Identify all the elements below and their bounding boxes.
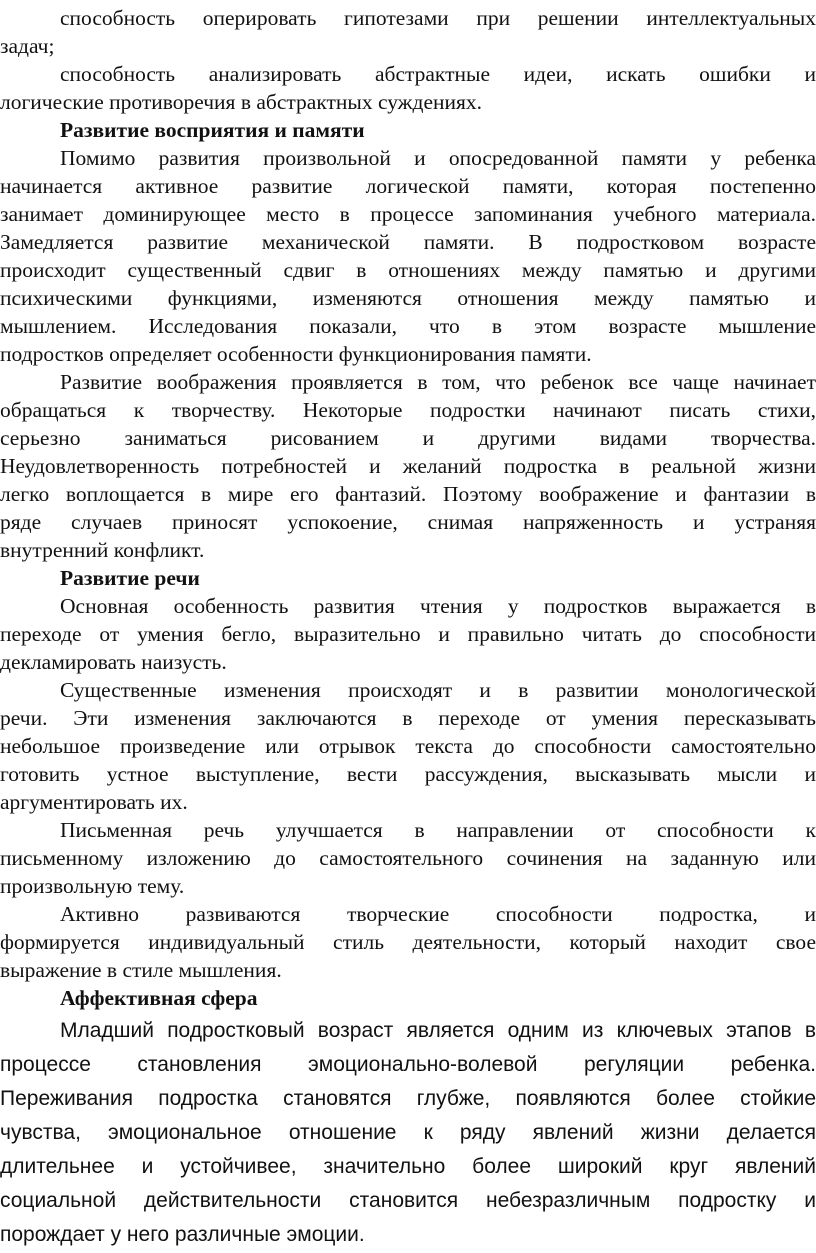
- text-line: Переживания подростка становятся глубже, появляются более стойкие: [0, 1087, 816, 1110]
- section-heading: Развитие речи: [60, 566, 200, 590]
- text-line: обращаться к творчеству. Некоторые подростки начинают писать стихи,: [0, 398, 816, 422]
- text-line: способность анализировать абстрактные идеи, искать ошибки и: [60, 62, 816, 86]
- text-line: социальной действительности становится небезразличным подростку и: [0, 1189, 816, 1212]
- text-line: происходит существенный сдвиг в отношениях между памятью и другими: [0, 258, 816, 282]
- text-line: мышлением. Исследования показали, что в этом возрасте мышление: [0, 314, 816, 338]
- text-line: декламировать наизусть.: [0, 650, 227, 674]
- text-line: Письменная речь улучшается в направлении от способности к: [60, 818, 816, 842]
- text-line: психическими функциями, изменяются отношения между памятью и: [0, 286, 816, 310]
- section-heading: Аффективная сфера: [60, 986, 258, 1010]
- text-line: способность оперировать гипотезами при решении интеллектуальных: [60, 6, 816, 30]
- text-line: чувства, эмоциональное отношение к ряду явлений жизни делается: [0, 1121, 816, 1144]
- text-line: ряде случаев приносят успокоение, снимая напряженность и устраняя: [0, 510, 816, 534]
- text-line: занимает доминирующее место в процессе запоминания учебного материала.: [0, 202, 816, 226]
- text-line: Младший подростковый возраст является одним из ключевых этапов в: [60, 1019, 816, 1042]
- text-line: подростков определяет особенности функционирования памяти.: [0, 342, 592, 366]
- text-line: Развитие воображения проявляется в том, что ребенок все чаще начинает: [60, 370, 816, 394]
- text-line: произвольную тему.: [0, 874, 185, 898]
- text-line: готовить устное выступление, вести рассуждения, высказывать мысли и: [0, 762, 816, 786]
- text-line: серьезно заниматься рисованием и другими видами творчества.: [0, 426, 816, 450]
- text-line: легко воплощается в мире его фантазий. Поэтому воображение и фантазии в: [0, 482, 816, 506]
- text-line: небольшое произведение или отрывок текста до способности самостоятельно: [0, 734, 816, 758]
- text-line: переходе от умения бегло, выразительно и правильно читать до способности: [0, 622, 816, 646]
- text-line: длительнее и устойчивее, значительно более широкий круг явлений: [0, 1155, 816, 1178]
- text-line: порождает у него различные эмоции.: [0, 1223, 365, 1246]
- text-line: внутренний конфликт.: [0, 538, 205, 562]
- text-line: формируется индивидуальный стиль деятельности, который находит свое: [0, 930, 816, 954]
- section-heading: Развитие восприятия и памяти: [60, 118, 365, 142]
- text-line: Активно развиваются творческие способности подростка, и: [60, 902, 816, 926]
- text-line: Основная особенность развития чтения у подростков выражается в: [60, 594, 816, 618]
- text-line: задач;: [0, 34, 55, 58]
- text-line: выражение в стиле мышления.: [0, 958, 282, 982]
- text-line: аргументировать их.: [0, 790, 188, 814]
- text-line: начинается активное развитие логической памяти, которая постепенно: [0, 174, 816, 198]
- text-line: логические противоречия в абстрактных суждениях.: [0, 90, 483, 114]
- text-line: Замедляется развитие механической памяти. В подростковом возрасте: [0, 230, 816, 254]
- text-line: письменному изложению до самостоятельного сочинения на заданную или: [0, 846, 816, 870]
- text-line: Существенные изменения происходят и в развитии монологической: [60, 678, 816, 702]
- text-line: Помимо развития произвольной и опосредованной памяти у ребенка: [60, 146, 816, 170]
- text-line: Неудовлетворенность потребностей и желаний подростка в реальной жизни: [0, 454, 816, 478]
- text-line: процессе становления эмоционально-волевой регуляции ребенка.: [0, 1053, 816, 1076]
- text-line: речи. Эти изменения заключаются в переходе от умения пересказывать: [0, 706, 816, 730]
